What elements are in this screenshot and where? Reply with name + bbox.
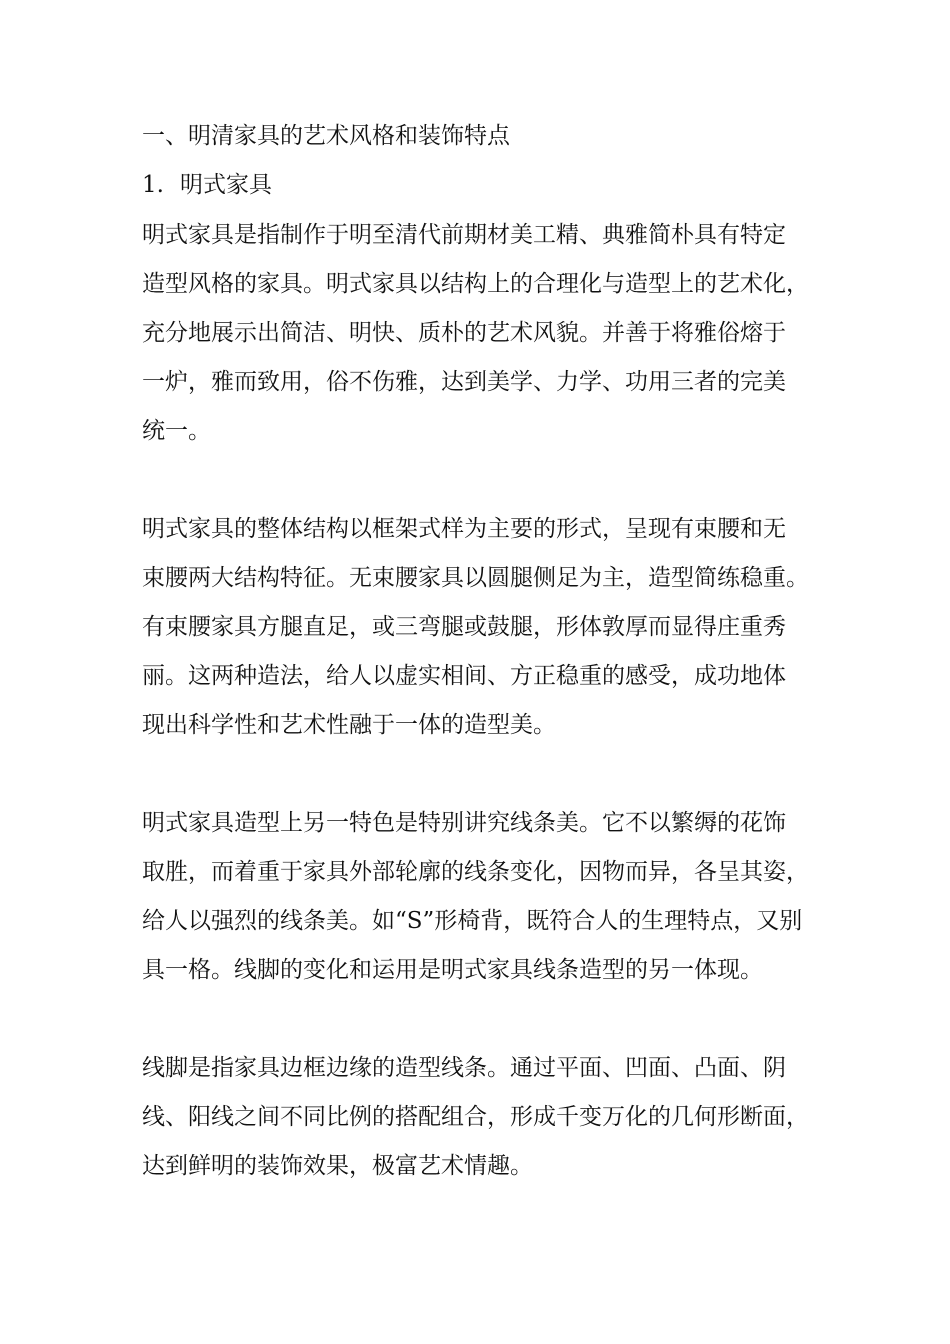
paragraph-line: 明式家具的整体结构以框架式样为主要的形式，呈现有束腰和无 [142, 516, 786, 542]
subsection-title: 明式家具 [180, 172, 272, 198]
paragraph-line: 束腰两大结构特征。无束腰家具以圆腿侧足为主，造型简练稳重。 [142, 565, 809, 591]
paragraph-1 [142, 211, 817, 456]
paragraph-line: 丽。这两种造法，给人以虚实相间、方正稳重的感受，成功地体 [142, 663, 786, 689]
paragraph-line: 具一格。线脚的变化和运用是明式家具线条造型的另一体现。 [142, 957, 763, 983]
subsection-number: 1. [142, 172, 164, 198]
paragraph-line: 明式家具造型上另一特色是特别讲究线条美。它不以繁缛的花饰 [142, 810, 786, 836]
paragraph-line: 充分地展示出简洁、明快、质朴的艺术风貌。并善于将雅俗熔于 [142, 320, 786, 346]
subsection-heading [142, 161, 817, 211]
paragraph-line: 一炉，雅而致用，俗不伤雅，达到美学、力学、功用三者的完美 [142, 369, 786, 395]
paragraph-4 [142, 1044, 817, 1191]
paragraph-line: 给人以强烈的线条美。如“S”形椅背，既符合人的生理特点，又别 [142, 908, 803, 934]
paragraph-line: 统一。 [142, 418, 211, 444]
paragraph-2 [142, 505, 817, 750]
paragraph-line: 明式家具是指制作于明至清代前期材美工精、典雅简朴具有特定 [142, 222, 786, 248]
paragraph-line: 达到鲜明的装饰效果，极富艺术情趣。 [142, 1153, 533, 1179]
paragraph-line: 现出科学性和艺术性融于一体的造型美。 [142, 712, 556, 738]
paragraph-line: 造型风格的家具。明式家具以结构上的合理化与造型上的艺术化， [142, 271, 809, 297]
section-title: 一、明清家具的艺术风格和装饰特点 [142, 123, 510, 149]
paragraph-line: 取胜，而着重于家具外部轮廓的线条变化，因物而异，各呈其姿， [142, 859, 809, 885]
paragraph-line: 有束腰家具方腿直足，或三弯腿或鼓腿，形体敦厚而显得庄重秀 [142, 614, 786, 640]
paragraph-line: 线脚是指家具边框边缘的造型线条。通过平面、凹面、凸面、阴 [142, 1055, 786, 1081]
paragraph-line: 线、阳线之间不同比例的搭配组合，形成千变万化的几何形断面， [142, 1104, 809, 1130]
document-body [142, 112, 817, 1240]
paragraph-3 [142, 799, 817, 995]
